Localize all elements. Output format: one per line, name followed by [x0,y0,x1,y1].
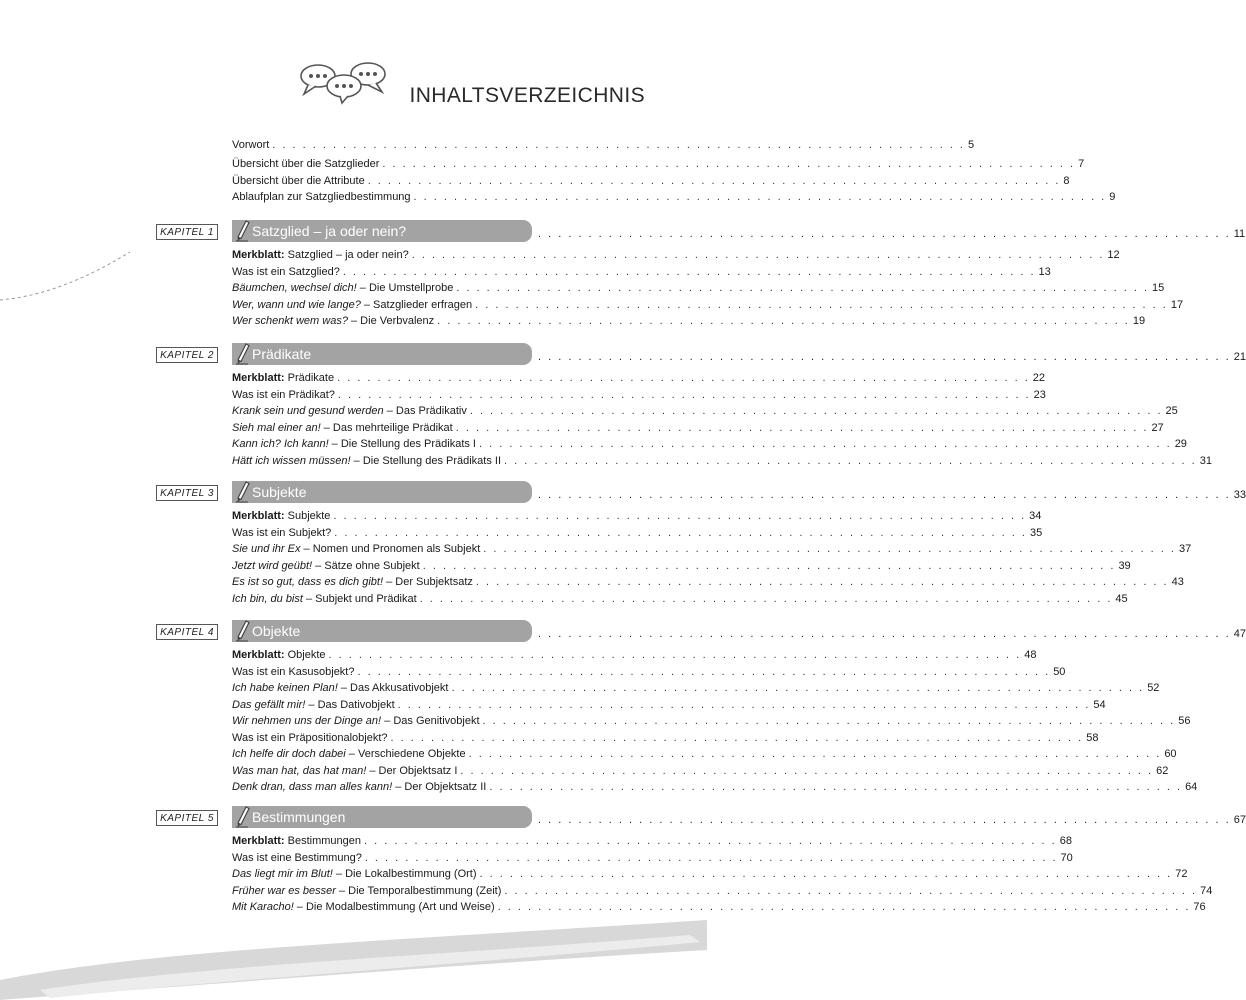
toc-entry[interactable] [232,762,1169,778]
page-number: 5 [968,139,975,151]
entry-text [232,139,269,152]
leader-dots: . . . . . . . . . . . . . . . . . . . . . . . . . . . . . . . . . . . . . . . . . . . . . . . . . . . . . . . . . . . . . . . . . . . . . [367,175,1061,187]
toc-entry[interactable] [232,402,1178,418]
entry-italic-title: Hätt ich wissen müssen! [232,454,351,467]
entry-text [232,699,395,712]
toc-entry[interactable] [232,832,1072,848]
leader-dots: . . . . . . . . . . . . . . . . . . . . . . . . . . . . . . . . . . . . . . . . . . . . . . . . . . . . . . . . . . . . . . . . . . . . . [538,814,1231,826]
toc-entry[interactable] [232,778,1198,794]
entry-italic-title: Kann ich? Ich kann! [232,438,329,450]
entry-text [232,191,411,204]
leader-dots: . . . . . . . . . . . . . . . . . . . . . . . . . . . . . . . . . . . . . . . . . . . . . . . . . . . . . . . . . . . . . . . . . . . . . [456,282,1150,294]
chapter-label: KAPITEL 4 [156,624,218,640]
chapter-heading-bar[interactable] [232,343,532,365]
leader-dots: . . . . . . . . . . . . . . . . . . . . . . . . . . . . . . . . . . . . . . . . . . . . . . . . . . . . . . . . . . . . . . . . . . . . . [538,351,1231,363]
entry-title: Subjekte [284,510,331,522]
page-title: INHALTSVERZEICHNIS [409,84,645,107]
toc-entry[interactable] [232,296,1184,312]
page-number: 68 [1059,835,1072,847]
entry-title: Was ist ein Präpositionalobjekt? [232,731,388,744]
leader-dots: . . . . . . . . . . . . . . . . . . . . . . . . . . . . . . . . . . . . . . . . . . . . . . . . . . . . . . . . . . . . . . . . . . . . . [397,698,1091,711]
toc-entry[interactable] [232,263,1051,279]
entry-title: Übersicht über die Satzglieder [232,158,380,170]
chapter-heading-bar[interactable] [232,620,532,642]
entry-title: – Sätze ohne Subjekt [312,559,420,572]
entry-title: – Das Genitivobjekt [381,715,480,727]
page-number: 72 [1175,868,1188,880]
entry-text [232,885,501,898]
page-number: 70 [1060,851,1073,864]
page-number: 7 [1078,158,1085,170]
page-number: 48 [1024,649,1037,661]
page-number: 45 [1115,592,1128,605]
toc-entry[interactable] [232,172,1070,188]
chapter-heading-bar[interactable] [232,806,532,828]
page-number: 19 [1132,315,1146,327]
toc-entry[interactable] [232,188,1116,204]
entry-title: Satzglied – ja oder nein? [284,249,409,261]
page-number: 58 [1086,731,1099,744]
entry-text [232,282,453,295]
page-number: 33 [1233,489,1246,501]
leader-dots: . . . . . . . . . . . . . . . . . . . . . . . . . . . . . . . . . . . . . . . . . . . . . . . . . . . . . . . . . . . . . . . . . . . . . [437,315,1130,327]
page-number: 21 [1233,351,1246,363]
toc-entry[interactable] [232,865,1188,881]
entry-italic-title: Es ist so gut, dass es dich gibt! [232,576,384,588]
page-number: 27 [1151,421,1164,434]
entry-text [232,455,501,468]
page-number: 62 [1156,764,1169,777]
page-number: 9 [1109,191,1116,203]
entry-text [232,732,388,745]
leader-dots: . . . . . . . . . . . . . . . . . . . . . . . . . . . . . . . . . . . . . . . . . . . . . . . . . . . . . . . . . . . . . . . . . . . . . [390,731,1084,744]
pencil-icon [234,479,250,503]
entry-title: Ablaufplan zur Satzgliedbestimmung [232,191,411,203]
toc-entry[interactable] [232,882,1213,898]
leader-dots: . . . . . . . . . . . . . . . . . . . . . . . . . . . . . . . . . . . . . . . . . . . . . . . . . . . . . . . . . . . . . . . . . . . . . [455,421,1149,434]
entry-title: – Das Dativobjekt [305,698,395,711]
page-number: 47 [1233,628,1246,640]
entry-italic-title: Jetzt wird geübt! [232,559,313,572]
leader-dots: . . . . . . . . . . . . . . . . . . . . . . . . . . . . . . . . . . . . . . . . . . . . . . . . . . . . . . . . . . . . . . . . . . . . . [413,191,1107,203]
chapter-page [538,810,1246,826]
leader-dots: . . . . . . . . . . . . . . . . . . . . . . . . . . . . . . . . . . . . . . . . . . . . . . . . . . . . . . . . . . . . . . . . . . . . . [538,628,1231,640]
entry-text [232,315,434,328]
leader-dots: . . . . . . . . . . . . . . . . . . . . . . . . . . . . . . . . . . . . . . . . . . . . . . . . . . . . . . . . . . . . . . . . . . . . . [357,665,1051,678]
leader-dots: . . . . . . . . . . . . . . . . . . . . . . . . . . . . . . . . . . . . . . . . . . . . . . . . . . . . . . . . . . . . . . . . . . . . . [337,388,1031,401]
leader-dots: . . . . . . . . . . . . . . . . . . . . . . . . . . . . . . . . . . . . . . . . . . . . . . . . . . . . . . . . . . . . . . . . . . . . . [497,901,1191,913]
decorative-curve [0,250,140,310]
page-number: 52 [1147,682,1160,694]
leader-dots: . . . . . . . . . . . . . . . . . . . . . . . . . . . . . . . . . . . . . . . . . . . . . . . . . . . . . . . . . . . . . . . . . . . . . [272,139,965,151]
speech-bubbles-icon [296,56,392,104]
entry-bold-label: Merkblatt: [232,249,285,261]
entry-italic-title: Sieh mal einer an! [232,421,321,434]
entry-text [232,666,354,679]
chapter-page [538,347,1246,363]
entry-title: Prädikate [284,372,335,384]
toc-entry[interactable] [232,507,1042,523]
entry-title: Objekte [284,649,326,661]
page-number: 60 [1164,748,1177,760]
entry-text [232,389,335,402]
entry-text [232,748,466,761]
chapter-title: Objekte [252,623,301,639]
toc-entry[interactable] [232,663,1066,679]
leader-dots: . . . . . . . . . . . . . . . . . . . . . . . . . . . . . . . . . . . . . . . . . . . . . . . . . . . . . . . . . . . . . . . . . . . . . [483,543,1176,555]
toc-entry[interactable] [232,246,1120,262]
entry-text [232,852,362,865]
entry-title: – Die Stellung des Prädikats I [328,438,476,450]
entry-text [232,405,467,418]
page-number: 25 [1165,405,1178,417]
entry-italic-title: Was man hat, das hat man! [232,764,367,777]
leader-dots: . . . . . . . . . . . . . . . . . . . . . . . . . . . . . . . . . . . . . . . . . . . . . . . . . . . . . . . . . . . . . . . . . . . . . [469,405,1163,417]
entry-italic-title: Ich bin, du bist [232,592,303,605]
leader-dots: . . . . . . . . . . . . . . . . . . . . . . . . . . . . . . . . . . . . . . . . . . . . . . . . . . . . . . . . . . . . . . . . . . . . . [460,764,1154,777]
chapter-title: Subjekte [252,484,307,500]
brush-stroke-decoration [0,910,707,1000]
entry-text [232,249,409,262]
leader-dots: . . . . . . . . . . . . . . . . . . . . . . . . . . . . . . . . . . . . . . . . . . . . . . . . . . . . . . . . . . . . . . . . . . . . . [489,781,1183,793]
toc-entry[interactable] [232,136,975,152]
toc-entry[interactable] [232,712,1191,728]
page-number: 43 [1171,576,1184,588]
entry-title: – Das mehrteilige Prädikat [320,421,453,434]
entry-title: – Der Subjektsatz [383,576,473,588]
page-number: 35 [1029,526,1043,539]
entry-text [232,868,477,881]
page-number: 56 [1178,715,1191,727]
toc-entry[interactable] [232,435,1187,451]
toc-entry[interactable] [232,679,1160,695]
toc-entry[interactable] [232,540,1192,556]
entry-title: – Die Lokalbestimmung (Ort) [332,868,477,880]
entry-text [232,835,361,848]
toc-entry[interactable] [232,646,1037,662]
pencil-icon [234,218,250,242]
entry-text [232,266,340,279]
entry-title: – Nomen und Pronomen als Subjekt [300,543,481,555]
leader-dots: . . . . . . . . . . . . . . . . . . . . . . . . . . . . . . . . . . . . . . . . . . . . . . . . . . . . . . . . . . . . . . . . . . . . . [328,649,1022,661]
leader-dots: . . . . . . . . . . . . . . . . . . . . . . . . . . . . . . . . . . . . . . . . . . . . . . . . . . . . . . . . . . . . . . . . . . . . . [333,510,1027,522]
entry-title: – Satzglieder erfragen [360,298,473,311]
toc-entry[interactable] [232,729,1099,745]
leader-dots: . . . . . . . . . . . . . . . . . . . . . . . . . . . . . . . . . . . . . . . . . . . . . . . . . . . . . . . . . . . . . . . . . . . . . [411,249,1105,261]
entry-italic-title: Mit Karacho! [232,901,294,913]
entry-bold-label: Merkblatt: [232,649,285,661]
entry-text [232,682,448,695]
leader-dots: . . . . . . . . . . . . . . . . . . . . . . . . . . . . . . . . . . . . . . . . . . . . . . . . . . . . . . . . . . . . . . . . . . . . . [475,298,1168,311]
entry-title: – Die Modalbestimmung (Art und Weise) [293,901,495,913]
toc-entry[interactable] [232,573,1184,589]
entry-title: Vorwort [232,139,270,151]
entry-italic-title: Das gefällt mir! [232,698,306,711]
entry-text [232,527,331,540]
pencil-icon [234,618,250,642]
entry-title: Was ist ein Prädikat? [232,388,335,401]
pencil-icon [234,804,250,828]
page-number: 29 [1174,438,1187,450]
entry-text [232,649,326,662]
chapter-title: Prädikate [252,346,312,362]
entry-title: – Der Objektsatz II [392,781,487,793]
page-number: 37 [1178,543,1192,555]
entry-italic-title: Denk dran, dass man alles kann! [232,781,393,793]
toc-entry[interactable] [232,745,1177,761]
entry-title: Was ist ein Satzglied? [232,265,340,278]
toc-entry[interactable] [232,898,1206,914]
entry-bold-label: Merkblatt: [232,835,285,847]
entry-title: Übersicht über die Attribute [232,175,365,187]
toc-entry[interactable] [232,155,1085,171]
entry-italic-title: Krank sein und gesund werden [232,405,384,417]
chapter-title: Bestimmungen [252,809,346,825]
entry-title: – Das Prädikativ [383,405,467,417]
page-number: 34 [1029,510,1042,522]
entry-title: Was ist ein Kasusobjekt? [232,665,355,678]
chapter-page [538,485,1246,501]
leader-dots: . . . . . . . . . . . . . . . . . . . . . . . . . . . . . . . . . . . . . . . . . . . . . . . . . . . . . . . . . . . . . . . . . . . . . [538,489,1231,501]
toc-entry[interactable] [232,386,1046,402]
page-number: 39 [1118,559,1131,572]
entry-bold-label: Merkblatt: [232,510,285,522]
entry-italic-title: Früher war es besser [232,884,336,897]
entry-italic-title: Ich habe keinen Plan! [232,682,338,694]
entry-italic-title: Ich helfe dir doch dabei [232,748,346,760]
leader-dots: . . . . . . . . . . . . . . . . . . . . . . . . . . . . . . . . . . . . . . . . . . . . . . . . . . . . . . . . . . . . . . . . . . . . . [478,438,1172,450]
toc-entry[interactable] [232,696,1106,712]
leader-dots: . . . . . . . . . . . . . . . . . . . . . . . . . . . . . . . . . . . . . . . . . . . . . . . . . . . . . . . . . . . . . . . . . . . . . [364,851,1058,864]
leader-dots: . . . . . . . . . . . . . . . . . . . . . . . . . . . . . . . . . . . . . . . . . . . . . . . . . . . . . . . . . . . . . . . . . . . . . [364,835,1057,847]
entry-title: Was ist ein Subjekt? [232,526,332,539]
entry-italic-title: Das liegt mir im Blut! [232,868,333,880]
toc-entry[interactable] [232,452,1212,468]
page-number: 17 [1170,298,1184,311]
entry-title: – Verschiedene Objekte [345,748,466,760]
chapter-page [538,624,1246,640]
page-number: 54 [1093,698,1106,711]
leader-dots: . . . . . . . . . . . . . . . . . . . . . . . . . . . . . . . . . . . . . . . . . . . . . . . . . . . . . . . . . . . . . . . . . . . . . [451,682,1145,694]
entry-text [232,438,476,451]
entry-italic-title: Wir nehmen uns der Dinge an! [232,715,382,727]
toc-entry[interactable] [232,849,1073,865]
entry-italic-title: Sie und ihr Ex [232,543,301,555]
entry-text [232,765,457,778]
entry-text [232,158,379,171]
leader-dots: . . . . . . . . . . . . . . . . . . . . . . . . . . . . . . . . . . . . . . . . . . . . . . . . . . . . . . . . . . . . . . . . . . . . . [479,868,1173,880]
page-number: 22 [1032,372,1046,384]
entry-italic-title: Wer, wann und wie lange? [232,298,361,311]
entry-text [232,422,453,435]
entry-italic-title: Wer schenkt wem was? [232,315,348,327]
leader-dots: . . . . . . . . . . . . . . . . . . . . . . . . . . . . . . . . . . . . . . . . . . . . . . . . . . . . . . . . . . . . . . . . . . . . . [482,715,1176,727]
page-number: 23 [1033,388,1046,401]
page-number: 12 [1107,249,1120,261]
entry-title: – Die Verbvalenz [347,315,435,327]
chapter-label: KAPITEL 5 [156,810,218,826]
pencil-icon [234,341,250,365]
entry-text [232,593,417,606]
chapter-label: KAPITEL 2 [156,347,218,363]
leader-dots: . . . . . . . . . . . . . . . . . . . . . . . . . . . . . . . . . . . . . . . . . . . . . . . . . . . . . . . . . . . . . . . . . . . . . [422,559,1116,572]
leader-dots: . . . . . . . . . . . . . . . . . . . . . . . . . . . . . . . . . . . . . . . . . . . . . . . . . . . . . . . . . . . . . . . . . . . . . [468,748,1162,760]
page-number: 76 [1193,901,1206,913]
leader-dots: . . . . . . . . . . . . . . . . . . . . . . . . . . . . . . . . . . . . . . . . . . . . . . . . . . . . . . . . . . . . . . . . . . . . . [342,265,1036,278]
leader-dots: . . . . . . . . . . . . . . . . . . . . . . . . . . . . . . . . . . . . . . . . . . . . . . . . . . . . . . . . . . . . . . . . . . . . . [475,576,1169,588]
entry-title: – Die Umstellprobe [356,282,454,294]
entry-text [232,715,480,728]
chapter-title: Satzglied – ja oder nein? [252,223,407,239]
toc-entry[interactable] [232,590,1128,606]
page-number: 15 [1152,282,1165,294]
leader-dots: . . . . . . . . . . . . . . . . . . . . . . . . . . . . . . . . . . . . . . . . . . . . . . . . . . . . . . . . . . . . . . . . . . . . . [504,454,1197,467]
entry-title: – Das Akkusativobjekt [337,682,449,694]
chapter-page [538,224,1246,240]
leader-dots: . . . . . . . . . . . . . . . . . . . . . . . . . . . . . . . . . . . . . . . . . . . . . . . . . . . . . . . . . . . . . . . . . . . . . [419,592,1113,605]
entry-text [232,543,480,556]
leader-dots: . . . . . . . . . . . . . . . . . . . . . . . . . . . . . . . . . . . . . . . . . . . . . . . . . . . . . . . . . . . . . . . . . . . . . [337,372,1030,384]
entry-bold-label: Merkblatt: [232,372,285,384]
entry-text [232,781,486,794]
entry-text [232,299,472,312]
entry-text [232,510,330,523]
entry-text [232,901,495,914]
leader-dots: . . . . . . . . . . . . . . . . . . . . . . . . . . . . . . . . . . . . . . . . . . . . . . . . . . . . . . . . . . . . . . . . . . . . . [382,158,1076,170]
page-number: 8 [1063,175,1070,187]
leader-dots: . . . . . . . . . . . . . . . . . . . . . . . . . . . . . . . . . . . . . . . . . . . . . . . . . . . . . . . . . . . . . . . . . . . . . [538,228,1231,240]
toc-entry[interactable] [232,419,1164,435]
entry-italic-title: Bäumchen, wechsel dich! [232,282,357,294]
entry-text [232,576,473,589]
page-number: 11 [1233,228,1246,240]
leader-dots: . . . . . . . . . . . . . . . . . . . . . . . . . . . . . . . . . . . . . . . . . . . . . . . . . . . . . . . . . . . . . . . . . . . . . [504,884,1198,897]
toc-entry[interactable] [232,279,1165,295]
page-number: 74 [1200,884,1213,897]
leader-dots: . . . . . . . . . . . . . . . . . . . . . . . . . . . . . . . . . . . . . . . . . . . . . . . . . . . . . . . . . . . . . . . . . . . . . [334,526,1027,539]
entry-text [232,175,365,188]
entry-title: – Die Temporalbestimmung (Zeit) [335,884,502,897]
chapter-label: KAPITEL 3 [156,485,218,501]
toc-entry[interactable] [232,524,1043,540]
chapter-heading-bar[interactable] [232,220,532,242]
page-number: 13 [1038,265,1051,278]
entry-text [232,560,420,573]
entry-title: Was ist eine Bestimmung? [232,851,362,864]
entry-title: – Der Objektsatz I [366,764,458,777]
entry-text [232,372,334,385]
page-number: 64 [1185,781,1198,793]
toc-entry[interactable] [232,369,1046,385]
entry-title: – Die Stellung des Prädikats II [350,454,502,467]
entry-title: Bestimmungen [284,835,361,847]
page-number: 67 [1233,814,1246,826]
chapter-label: KAPITEL 1 [156,224,218,240]
toc-entry[interactable] [232,557,1131,573]
page-number: 31 [1199,454,1212,467]
entry-title: – Subjekt und Prädikat [302,592,417,605]
chapter-heading-bar[interactable] [232,481,532,503]
toc-entry[interactable] [232,312,1146,328]
page-number: 50 [1053,665,1066,678]
